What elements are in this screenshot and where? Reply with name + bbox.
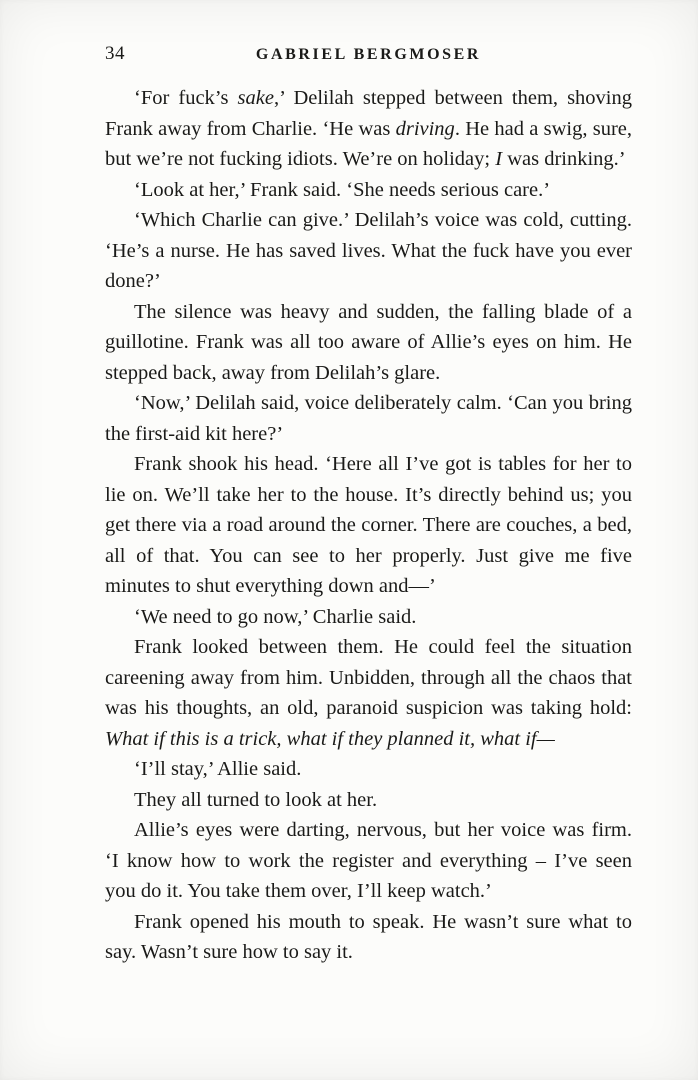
text-segment: ‘For fuck’s: [134, 87, 238, 109]
paragraph: [105, 388, 632, 449]
paragraph: [105, 449, 632, 602]
paragraph: [105, 785, 632, 816]
text-segment: ‘We need to go now,’ Charlie said.: [134, 605, 417, 628]
italic-text-segment: I: [495, 148, 503, 170]
running-header-author: GABRIEL BERGMOSER: [255, 46, 482, 63]
paragraph: [105, 815, 632, 907]
text-segment: was drinking.’: [502, 148, 626, 170]
paragraph: [105, 205, 632, 297]
paragraph: [105, 632, 632, 754]
paragraph: [105, 907, 632, 968]
text-segment: The silence was heavy and sudden, the falling blade of a guillotine. Frank was all too aware of Allie’s eyes on him. He stepped back, away from Delilah’s glare.: [105, 300, 632, 384]
text-segment: Frank opened his mouth to speak. He wasn’t sure what to say. Wasn’t sure how to say it.: [105, 910, 632, 963]
italic-text-segment: driving: [395, 117, 455, 140]
text-segment: Frank looked between them. He could feel the situation careening away from him. Unbidden, through all the chaos that was his thoughts, an old, paranoid suspicion was taking hold:: [105, 636, 632, 719]
running-header: [105, 42, 632, 68]
text-segment: ‘Which Charlie can give.’ Delilah’s voice was cold, cutting. ‘He’s a nurse. He has saved lives. What the fuck have you ever done?’: [105, 209, 632, 292]
paragraph: [105, 602, 632, 633]
page-body: [105, 83, 632, 968]
text-segment: ,’ Delilah stepped between them, shoving Frank away from Charlie. ‘He was: [105, 87, 632, 140]
text-segment: Frank shook his head. ‘Here all I’ve got is tables for her to lie on. We’ll take her to the house. It’s directly behind us; you get there via a road around the corner. There are couches, a bed, all of that. You can see to her properly. Just give me five minutes to shut everything down and—’: [105, 453, 632, 597]
italic-text-segment: sake: [237, 87, 274, 109]
text-segment: ‘Now,’ Delilah said, voice deliberately calm. ‘Can you bring the first-aid kit here?’: [105, 392, 632, 445]
text-segment: ‘I’ll stay,’ Allie said.: [134, 758, 302, 780]
text-segment: Allie’s eyes were darting, nervous, but her voice was firm. ‘I know how to work the register and everything – I’ve seen you do it. You take them over, I’ll keep watch.’: [105, 819, 632, 902]
text-segment: . He had a swig, sure, but we’re not fucking idiots. We’re on holiday;: [105, 117, 632, 170]
paragraph: [105, 754, 632, 785]
page-number: 34: [105, 43, 125, 64]
italic-text-segment: What if this is a trick, what if they planned it, what if—: [105, 727, 555, 750]
paragraph: [105, 83, 632, 175]
text-segment: They all turned to look at her.: [134, 788, 378, 811]
paragraph: [105, 175, 632, 206]
paragraph: [105, 297, 632, 389]
text-segment: ‘Look at her,’ Frank said. ‘She needs serious care.’: [134, 178, 551, 201]
